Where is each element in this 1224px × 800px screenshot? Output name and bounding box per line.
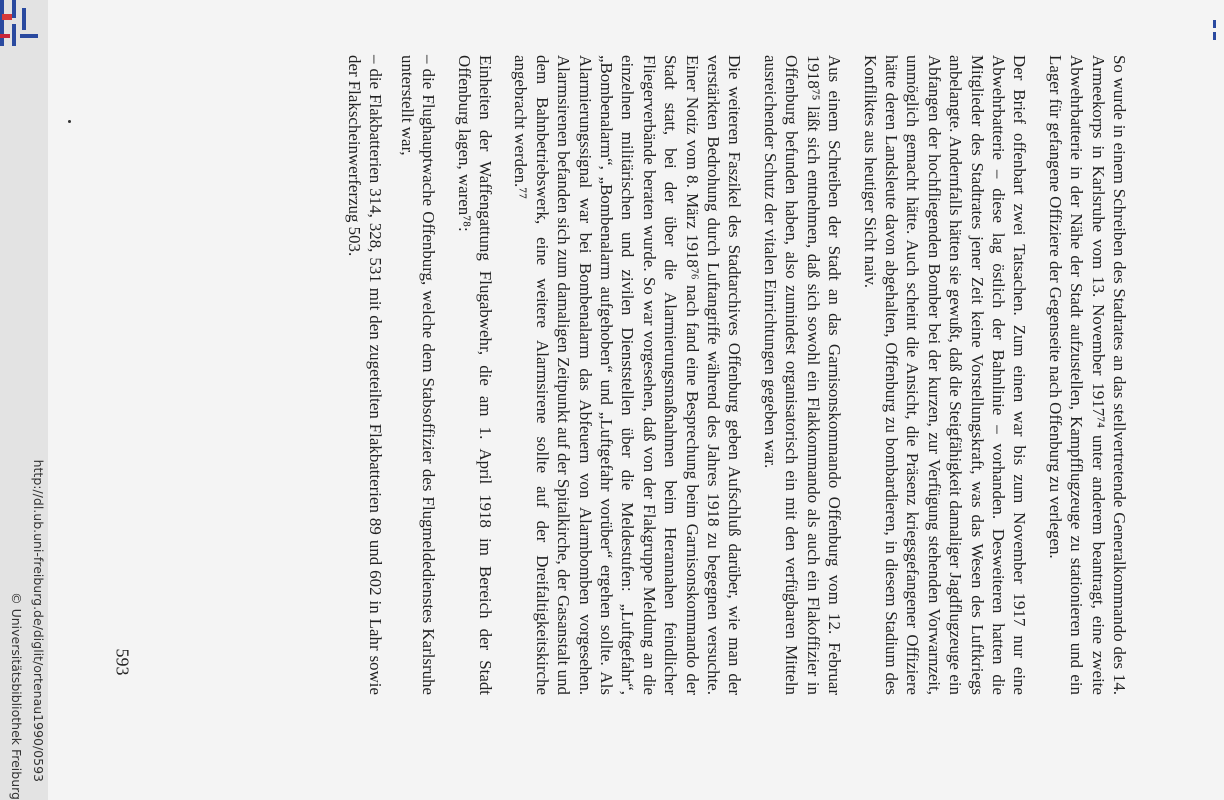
paragraph: Aus einem Schreiben der Stadt an das Garnisonskommando Offenburg vom 12. Februar 1918⁷⁵ läßt sich entnehmen, daß sich sowohl ein Flakkommando als auch ein Flakoffizier in Offenburg befunden haben, also zumindest organisatorisch ein mit den verfügbaren Mitteln ausreichender Schutz der vitalen Einrichtungen gegeben war. [760,55,845,695]
paragraph: So wurde in einem Schreiben des Stadrates an das stellvertretende Generalkommando des 14. Armeekorps in Karlsruhe vom 13. November 1917⁷⁴ unter anderem beantragt, eine zweite Abwehrbatterie in der Nähe der Stadt aufzustellen, Kampfflugzeuge zu stationieren und ein Lager für gefangene Offiziere der Gegenseite nach Offenburg zu verlegen. [1045,55,1129,695]
page-edge-mark-icon [1213,20,1219,40]
rotated-sidebar [0,0,48,800]
copyright-notice: © Universitätsbibliothek Freiburg [9,592,24,800]
list-item: – die Flakbatterien 314, 328, 531 mit den zugeteilten Flakbatterien 89 und 602 in Lahr sowie der Flakscheinwerferzug 503. [345,55,386,695]
paragraph: Der Brief offenbart zwei Tatsachen. Zum einen war bis zum November 1917 nur eine Abwehrbatterie – diese lag östlich der Bahnlinie – vorhanden. Desweiteren hatten die Mitglieder des Stadtrates jener Zeit keine Vorstellungskraft, was das Wesen des Luftkriegs anbelangte. Andernfalls hätten sie gewußt, daß die Steigfähigkeit damaliger Jagdflugzeuge ein Abfangen der hochfliegenden Bomber bei der kurzen, zur Verfügung stehenden Vorwarnzeit, unmöglich gemacht hätte. Auch scheint die Ansicht, die Präsenz kriegsgefangener Offiziere hätte deren Landsleute davon abgehalten, Offenburg zu bombardieren, in diesem Stadium des Konfliktes aus heutiger Sicht naiv. [860,55,1030,695]
list-item: – die Flughauptwache Offenburg, welche dem Stabsoffizier des Flugmeldedienstes Karlsruhe unterstellt war, [397,55,439,695]
paragraph: Einheiten der Waffengattung Flugabwehr, die am 1. April 1918 im Bereich der Stadt Offenburg lagen, waren⁷⁸: [454,55,496,695]
page-body-text [170,55,1130,695]
document-url-link[interactable]: http://dl.ub.uni-freiburg.de/diglit/ortenau1990/0593 [31,459,46,782]
scan-speck [68,120,71,123]
paragraph: Die weiteren Faszikel des Stadtarchives Offenburg geben Aufschluß darüber, wie man der verstärkten Bedrohung durch Luftangriffe während des Jahres 1918 zu begegnen versuchte. Einer Notiz vom 8. März 1918⁷⁶ nach fand eine Besprechung beim Garnisonskommando der Stadt statt, bei der über die Alarmierungsmaßnahmen beim Herannahen feindlicher Fliegerverbände beraten wurde. So war vorgesehen, daß von der Flakgruppe Meldung an die einzelnen militärischen und zivilen Dienststellen über die Meldestufen: „Luftgefahr“, „Bombenalarm“, „Bombenalarm aufgehoben“ und „Luftgefahr vorüber“ ergehen sollte. Als Alarmierungssignal war bei Bombenalarm das Abfeuern von Alarmbomben vorgesehen. Alarmsirenen befanden sich zum damaligen Zeitpunkt auf der Spitalkirche, der Gasanstalt und dem Bahnbetriebswerk, eine weitere Alarmsirene sollte auf der Dreifaltigkeitskirche angebracht werden.⁷⁷ [511,55,745,695]
page-number: 593 [112,648,133,676]
